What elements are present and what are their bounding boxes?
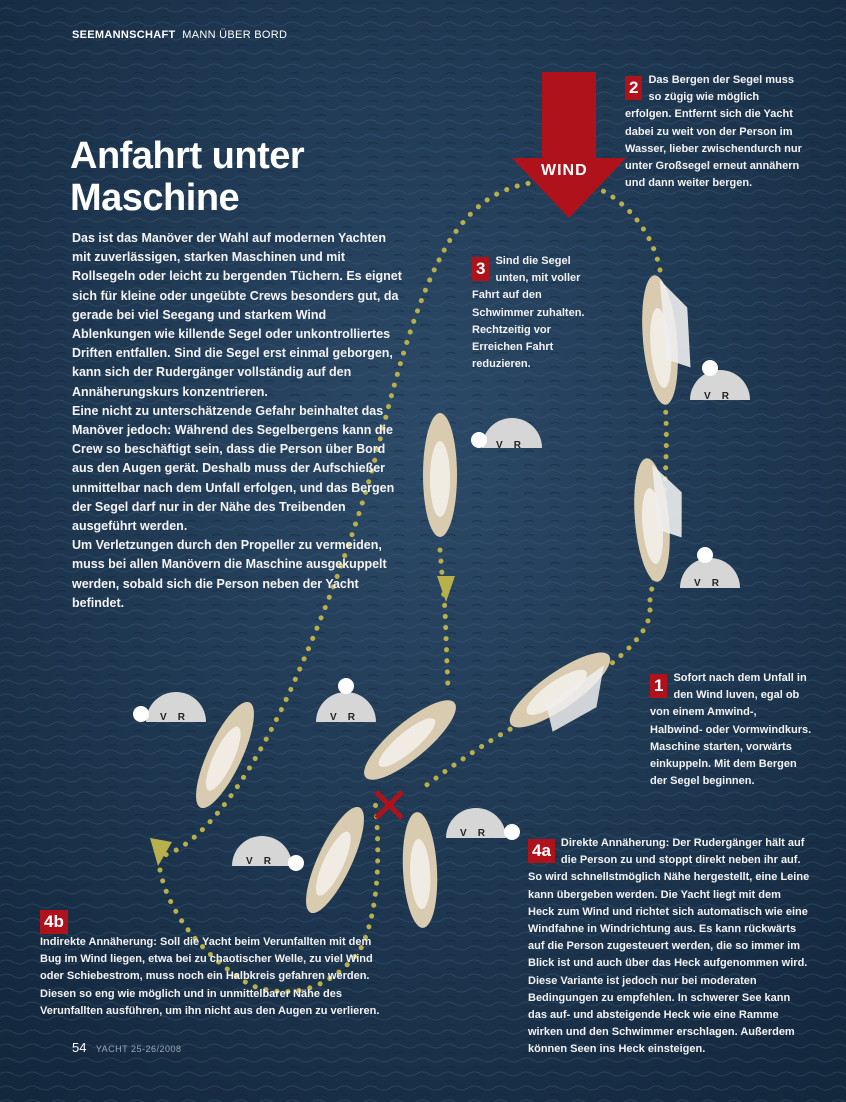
step-badge: 4a [528,839,555,863]
step-badge: 4b [40,910,68,934]
gauge-label: V R [330,712,356,723]
page-footer [72,1040,182,1055]
section-header [72,29,287,41]
wind-label: WIND [541,162,588,179]
gauge-label: V R [246,856,272,867]
annotation-text: Das Bergen der Segel muss so zügig wie möglich erfolgen. Entfernt sich die Yacht dabei zu weit von der Person im Wasser, lieber zwischendurch nur unter Großsegel erneut annähern und dann weiter bergen. [625,74,802,190]
gauge-label: V R [496,440,522,451]
annotation-text: Sofort nach dem Unfall in den Wind luven, egal ob von einem Amwind-, Halbwind- oder Vormwindkurs. Maschine starten, vorwärts einkuppeln. Mit dem Bergen der Segel beginnen. [650,672,812,788]
annotation-4b [40,910,390,1020]
annotation-text: Direkte Annäherung: Der Rudergänger hält auf die Person zu und stoppt direkt neben ihr auf. So wird schnellstmöglich Nähe hergestellt, eine Leine kann übergeben werden. Die Yacht liegt mit dem Heck zum Wind und richtet sich automatisch wie eine Windfahne in Windrichtung aus. Es kann rückwärts auf die Person zugesteuert werden, die so immer im Blick ist und auch über das Heck aufgenommen wird. Diese Variante ist jedoch nur bei moderaten Bedingungen zu empfehlen. In schwerer See kann das auf- und absteigende Heck wie eine Ramme wirken und den Schwimmer erschlagen. Außerdem können Seen ins Heck einsteigen. [528,837,810,1056]
yacht-icon [423,413,457,537]
annotation-3 [472,253,602,373]
intro-paragraph: Eine nicht zu unterschätzende Gefahr beinhaltet das Manöver jedoch: Während des Segelbergens kann die Crew so beschäftigt sein, dass die Person über Bord aus den Augen gerät. Deshalb muss der Aufschießer unmittelbar nach dem Unfall erfolgen, und das Bergen der Segel darf nur in der Nähe des Treibenden ausgeführt werden. [72,403,395,534]
annotation-1 [650,670,812,790]
annotation-4a [528,835,810,1059]
annotation-2 [625,72,805,192]
step-badge: 2 [625,76,642,100]
intro-paragraph: Das ist das Manöver der Wahl auf modernen Yachten mit zuverlässigen, starken Maschinen und mit Rollsegeln oder leicht zu bergenden Tüchern. Es eignet sich für kleine oder ungeübte Crews besonders gut, da gerade bei viel Seegang und starkem Wind Ablenkungen wie killende Segel oder unkontrolliertes Driften entfallen. Sind die Segel erst einmal geborgen, kann sich der Rudergänger vollständig auf den Annäherungskurs konzentrieren. [72,231,402,399]
page-title: Anfahrt unter Maschine [70,135,305,219]
topic-label: MANN ÜBER BORD [182,29,288,41]
gauge-label: V R [460,828,486,839]
step-badge: 3 [472,257,489,281]
annotation-text: Indirekte Annäherung: Soll die Yacht beim Verunfallten mit dem Bug im Wind liegen, etwa bei zu chaotischer Welle, zu viel Wind oder Schiebestrom, muss noch ein Halbkreis gefahren werden. Diesen so eng wie möglich und in unmittelbarer Nähe des Verunfallten ausführen, um ihn nicht aus den Augen zu verlieren. [40,936,380,1017]
section-label: SEEMANNSCHAFT [72,29,176,41]
annotation-text: Sind die Segel unten, mit voller Fahrt auf den Schwimmer zuhalten. Rechtzeitig vor Erreichen Fahrt reduzieren. [472,255,585,371]
publication-label: YACHT 25-26/2008 [95,1044,182,1054]
gauge-label: V R [160,712,186,723]
intro-text [72,229,406,613]
step-badge: 1 [650,674,667,698]
intro-paragraph: Um Verletzungen durch den Propeller zu vermeiden, muss bei allen Manövern die Maschine ausgekuppelt werden, sobald sich die Person neben der Yacht befindet. [72,538,387,610]
page-number: 54 [72,1040,87,1055]
gauge-label: V R [704,391,730,402]
gauge-label: V R [694,578,720,589]
